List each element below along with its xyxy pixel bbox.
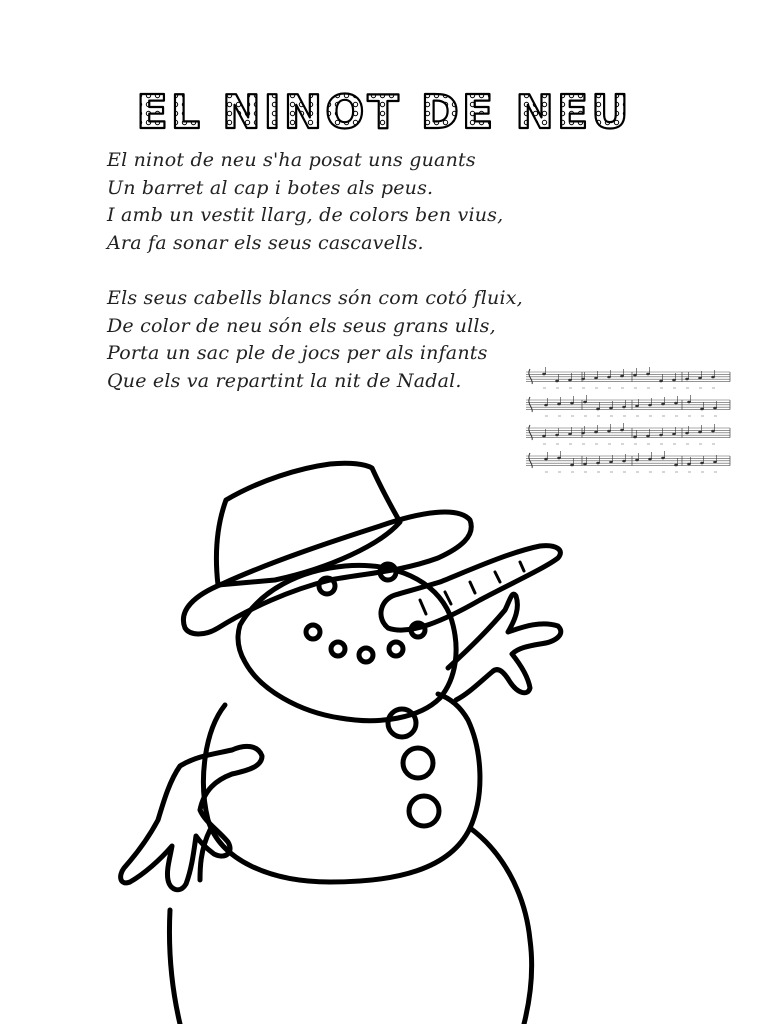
poem-line: Que els va repartint la nit de Nadal. [107, 369, 462, 392]
carrot-nose [381, 546, 560, 630]
stanza-1 [107, 147, 537, 257]
page-title [0, 82, 768, 142]
music-staff [526, 367, 730, 388]
hat-brim [183, 512, 471, 634]
music-staff [526, 395, 730, 416]
mouth-dot [359, 648, 373, 662]
mouth-dot [306, 625, 320, 639]
body-middle [203, 694, 479, 882]
body-bottom-right [470, 828, 532, 1024]
body-bottom-waist [200, 830, 210, 880]
left-eye [319, 578, 335, 594]
body-bottom [169, 910, 180, 1024]
poem-line: De color de neu són els seus grans ulls, [107, 314, 496, 337]
stanza-2 [107, 285, 537, 395]
snowman-drawing [0, 450, 768, 1024]
poem [107, 147, 537, 395]
poem-line: El ninot de neu s'ha posat uns guants [107, 149, 476, 171]
poem-line: I amb un vestit llarg, de colors ben vius, [107, 204, 504, 226]
poem-line: Porta un sac ple de jocs per als infants [107, 342, 488, 364]
mouth-dot [331, 642, 345, 656]
button [409, 796, 439, 826]
mouth-dot [389, 642, 403, 656]
poem-line: Un barret al cap i botes als peus. [107, 176, 434, 199]
left-arm [121, 746, 262, 889]
button [388, 709, 416, 737]
poem-line: Ara fa sonar els seus cascavells. [107, 231, 424, 254]
music-staff [526, 423, 730, 444]
title-text: EL NINOT DE NEU [136, 85, 632, 139]
poem-line: Els seus cabells blancs són com cotó fluix, [107, 287, 523, 309]
button [403, 748, 433, 778]
